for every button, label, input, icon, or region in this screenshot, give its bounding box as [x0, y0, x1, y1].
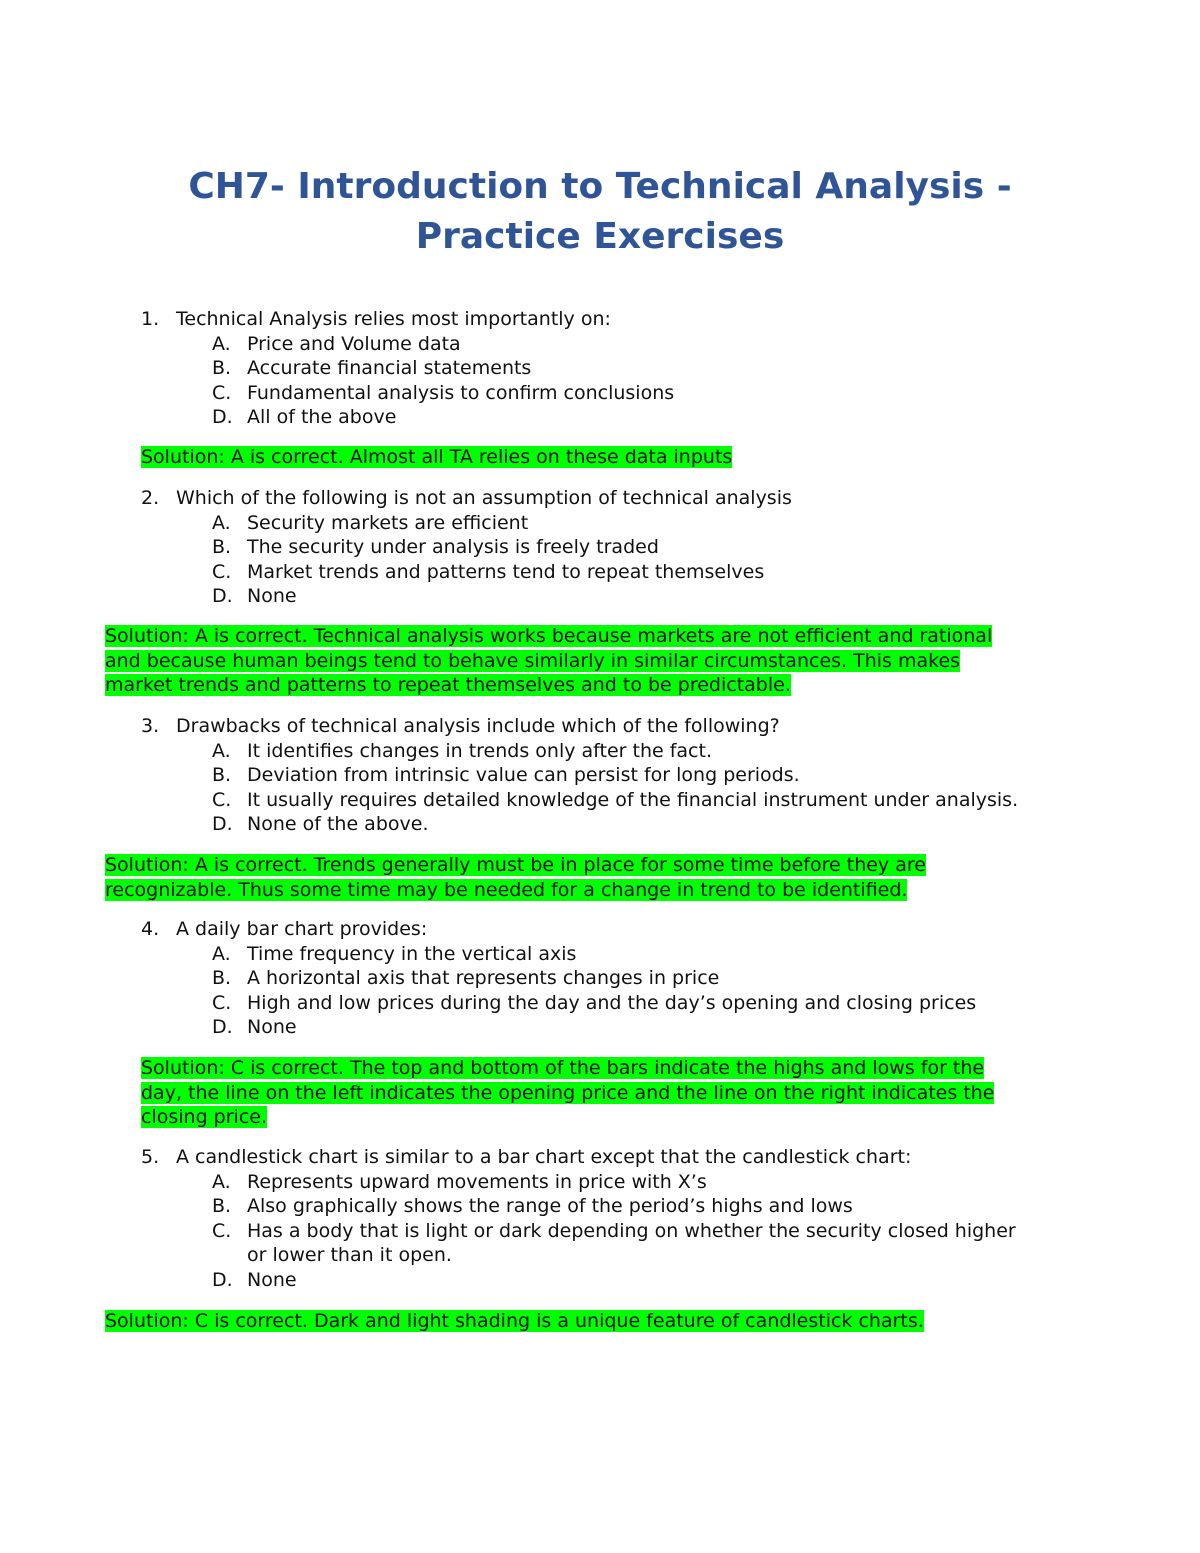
option-letter: A. [212, 739, 231, 762]
option-letter: C. [212, 560, 232, 583]
question-text: Which of the following is not an assumption of technical analysis [176, 487, 792, 509]
option-letter: C. [212, 991, 232, 1014]
solution-line: market trends and patterns to repeat themselves and to be predictable. [105, 674, 791, 696]
option-text: A horizontal axis that represents changes in price [247, 967, 720, 989]
option-letter: B. [212, 357, 232, 379]
option-letter: D. [212, 406, 233, 428]
option-a [0, 511, 1200, 536]
solution-line: and because human beings tend to behave similarly in similar circumstances. This makes [105, 649, 961, 672]
option-letter: C. [212, 1219, 232, 1242]
option-text: None of the above. [247, 813, 429, 835]
solution-line: Solution: C is correct. The top and bottom of the bars indicate the highs and lows for the [141, 1057, 985, 1079]
option-text: None [247, 1268, 297, 1291]
solution-line: Solution: C is correct. Dark and light shading is a unique feature of candlestick charts. [105, 1310, 924, 1332]
solution-line: recognizable. Thus some time may be needed for a change in trend to be identified. [105, 878, 908, 901]
option-text: None [247, 1016, 297, 1038]
option-text: Deviation from intrinsic value can persist for long periods. [247, 764, 800, 786]
option-text: None [247, 585, 297, 607]
option-c [0, 560, 1200, 585]
option-b [0, 763, 1200, 788]
option-b [0, 356, 1200, 381]
question-number: 1. [141, 308, 160, 330]
option-a [0, 1170, 1200, 1195]
solution-line: closing price. [141, 1106, 267, 1128]
question-text: Technical Analysis relies most importantly on: [176, 308, 611, 330]
option-letter: A. [212, 332, 231, 355]
solution-line: Solution: A is correct. Almost all TA relies on these data inputs [141, 446, 733, 468]
option-letter: B. [212, 1195, 232, 1217]
option-c [0, 1219, 1200, 1244]
option-text: It usually requires detailed knowledge of the financial instrument under analysis. [247, 788, 1019, 811]
option-letter: B. [212, 764, 232, 786]
option-text-continuation: or lower than it open. [247, 1244, 452, 1266]
option-letter: D. [212, 1016, 233, 1038]
question-3 [0, 714, 1200, 837]
option-c [0, 381, 1200, 406]
solution-2 [105, 624, 992, 698]
option-a [0, 739, 1200, 764]
option-text: High and low prices during the day and the day’s opening and closing prices [247, 991, 977, 1014]
option-text: Security markets are efficient [247, 511, 529, 534]
option-text: Has a body that is light or dark depending on whether the security closed higher [247, 1219, 1016, 1242]
option-text: Market trends and patterns tend to repeat themselves [247, 560, 765, 583]
question-4 [0, 917, 1200, 1040]
option-b [0, 966, 1200, 991]
option-d [0, 812, 1200, 837]
option-text: Also graphically shows the range of the period’s highs and lows [247, 1195, 853, 1217]
question-number: 3. [141, 715, 160, 737]
option-d [0, 1268, 1200, 1293]
option-letter: A. [212, 942, 231, 965]
option-text: Fundamental analysis to confirm conclusions [247, 381, 675, 404]
option-letter: C. [212, 788, 232, 811]
option-text: Price and Volume data [247, 332, 461, 355]
question-number: 4. [141, 918, 160, 940]
option-letter: B. [212, 536, 232, 558]
option-letter: C. [212, 381, 232, 404]
title-line-1: CH7- Introduction to Technical Analysis - [188, 166, 1012, 207]
page-title [100, 162, 1100, 262]
option-d [0, 1015, 1200, 1040]
option-c [0, 991, 1200, 1016]
solution-line: day, the line on the left indicates the opening price and the line on the right indicates the [141, 1081, 995, 1104]
option-letter: D. [212, 585, 233, 607]
option-d [0, 405, 1200, 430]
option-b [0, 1194, 1200, 1219]
question-5 [0, 1145, 1200, 1292]
question-2 [0, 486, 1200, 609]
option-letter: B. [212, 967, 232, 989]
option-d [0, 584, 1200, 609]
option-text: Accurate financial statements [247, 357, 532, 379]
option-text: All of the above [247, 406, 397, 428]
option-text: Represents upward movements in price with X’s [247, 1170, 707, 1193]
option-letter: A. [212, 1170, 231, 1193]
option-a [0, 942, 1200, 967]
solution-line: Solution: A is correct. Trends generally must be in place for some time before they are [105, 854, 926, 876]
title-line-2: Practice Exercises [415, 216, 785, 257]
option-letter: D. [212, 1268, 233, 1291]
option-b [0, 535, 1200, 560]
option-text: Time frequency in the vertical axis [247, 942, 577, 965]
option-text: It identifies changes in trends only after the fact. [247, 739, 712, 762]
question-text: A daily bar chart provides: [176, 918, 428, 940]
question-number: 5. [141, 1146, 160, 1168]
solution-3 [105, 853, 926, 902]
option-c [0, 788, 1200, 813]
solution-5 [105, 1309, 924, 1334]
option-text: The security under analysis is freely traded [247, 536, 659, 558]
option-letter: D. [212, 813, 233, 835]
option-c-continuation [0, 1243, 1200, 1268]
option-letter: A. [212, 511, 231, 534]
question-text: A candlestick chart is similar to a bar chart except that the candlestick chart: [176, 1146, 912, 1168]
question-text: Drawbacks of technical analysis include which of the following? [176, 715, 780, 737]
option-a [0, 332, 1200, 357]
solution-4 [141, 1056, 994, 1130]
solution-1 [141, 445, 732, 470]
question-1 [0, 307, 1200, 430]
solution-line: Solution: A is correct. Technical analysis works because markets are not efficient and rational [105, 625, 993, 647]
question-number: 2. [141, 487, 160, 509]
